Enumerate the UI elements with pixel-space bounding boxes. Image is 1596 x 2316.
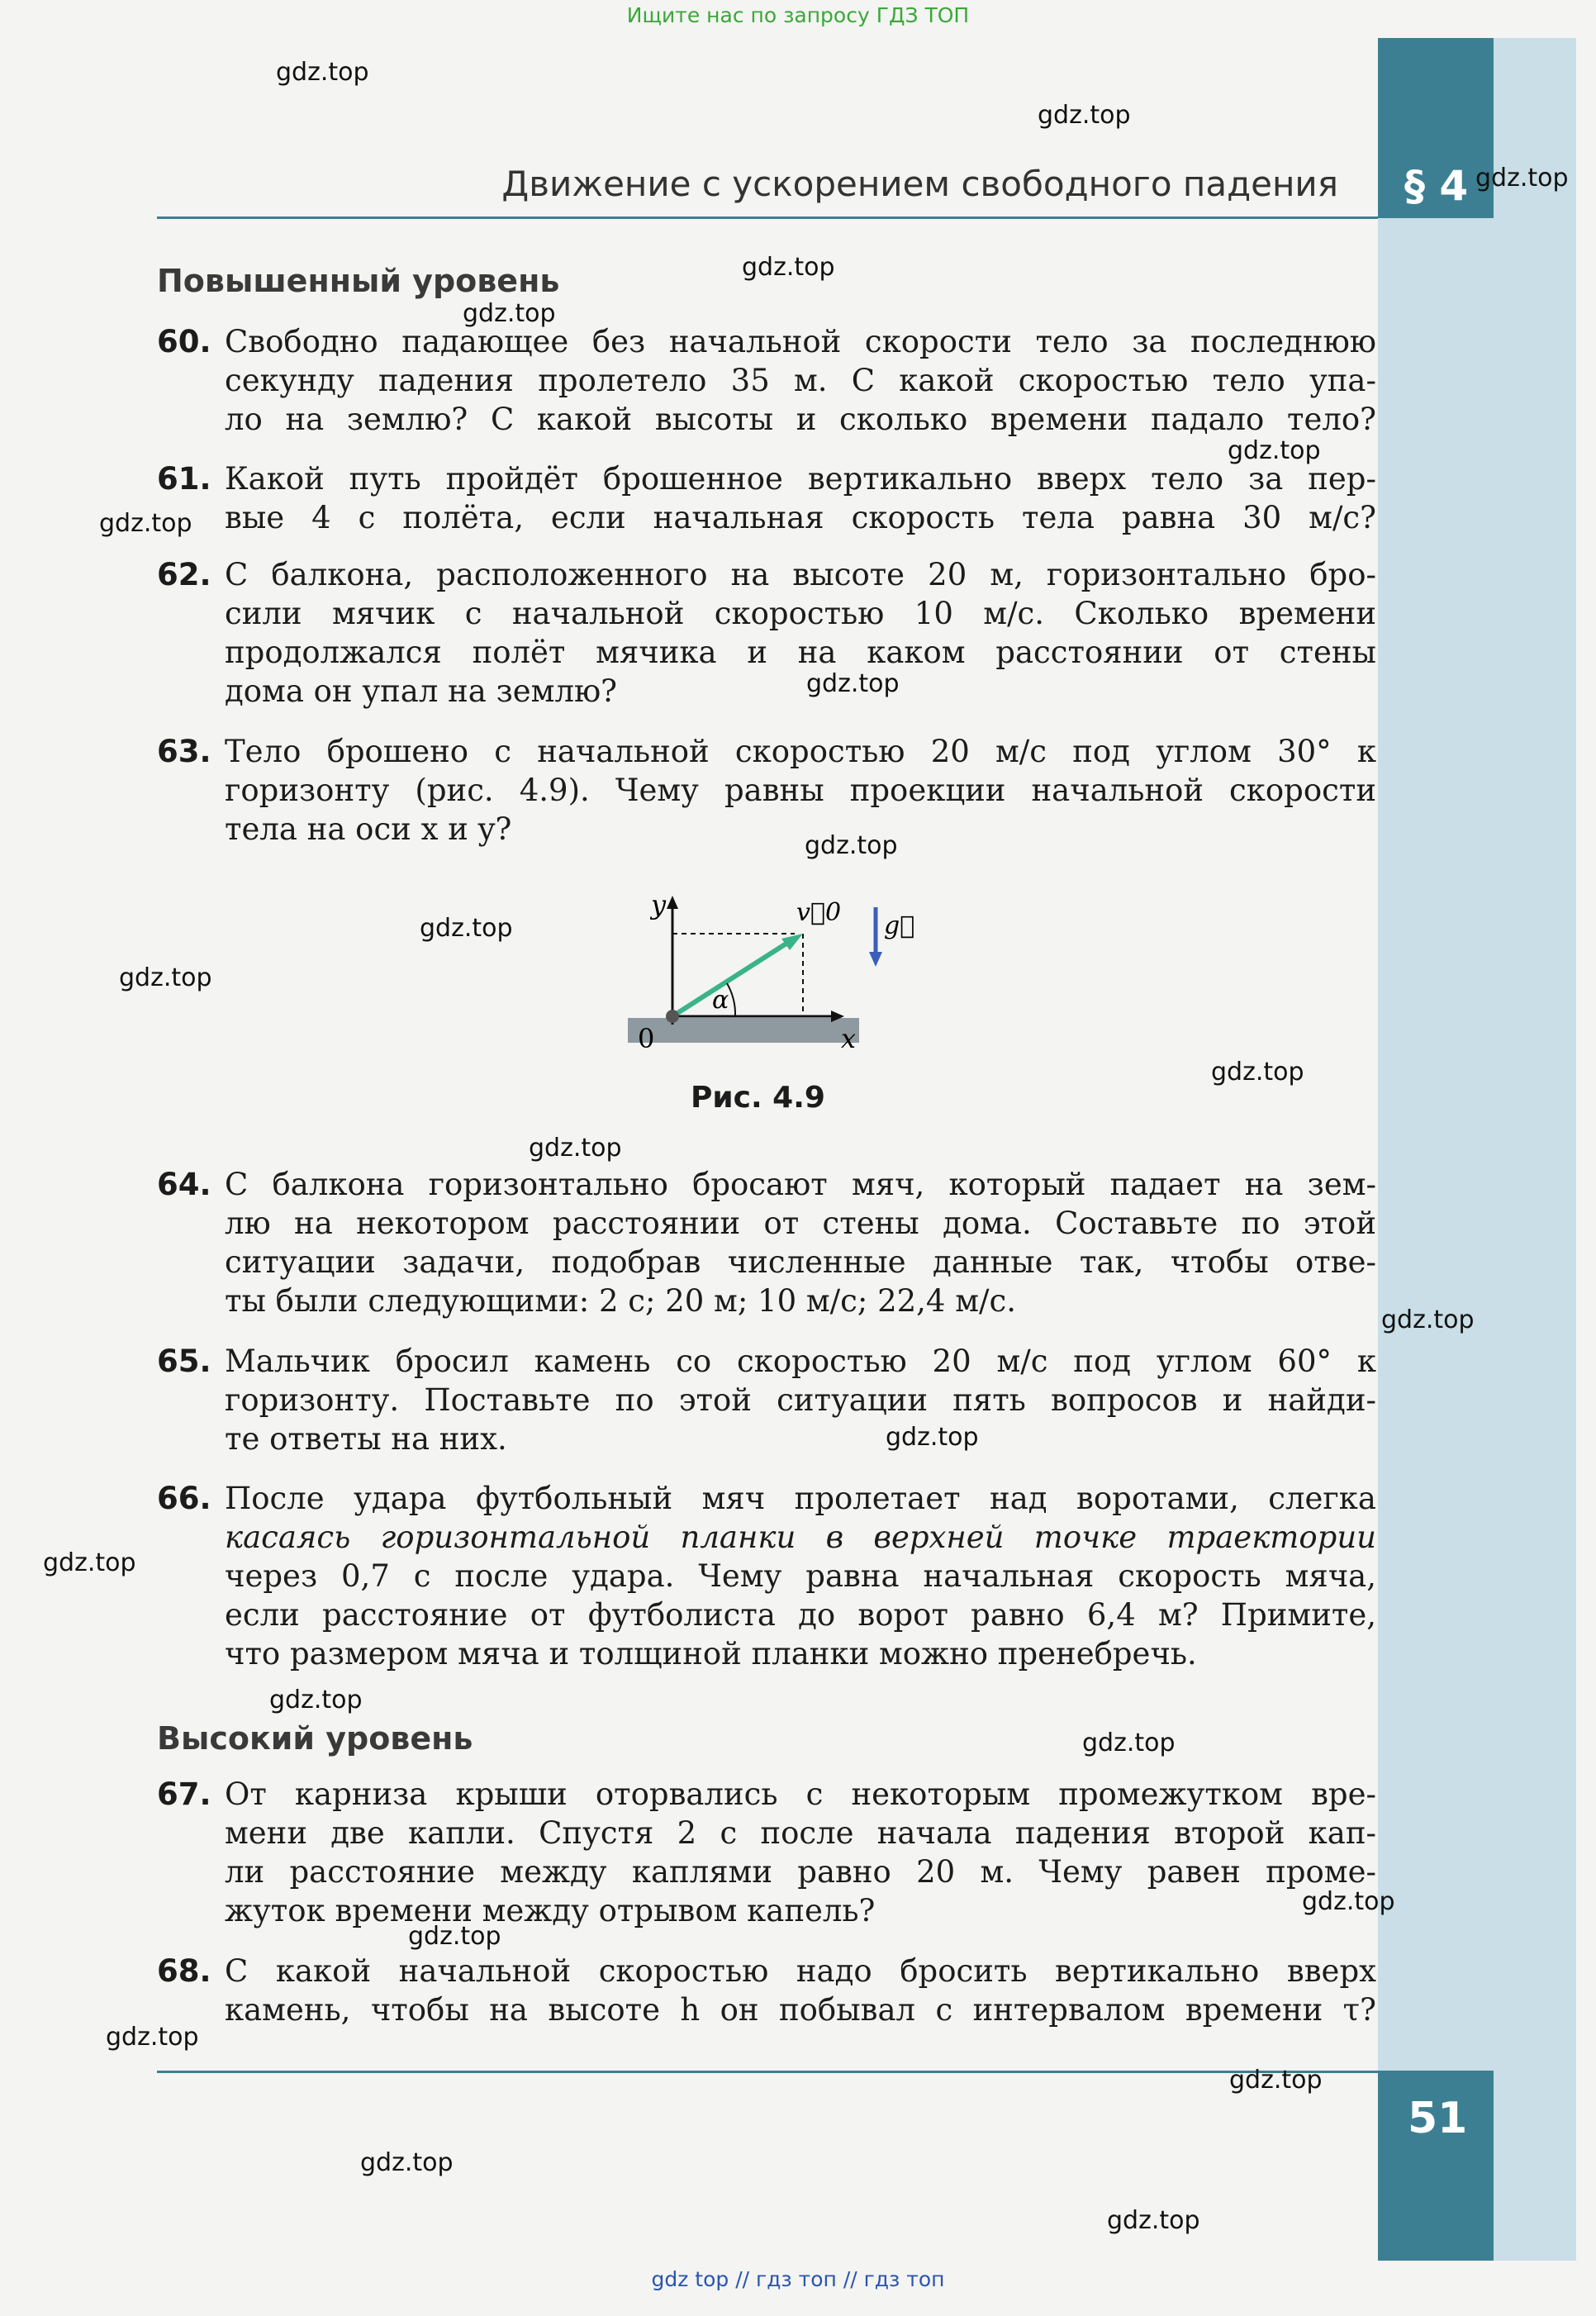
problem-63 bbox=[157, 732, 1376, 849]
x-axis-label: x bbox=[841, 1023, 857, 1054]
page-number: 51 bbox=[1408, 2094, 1468, 2143]
problem-line: камень, чтобы на высоте h он побывал с интервалом времени τ? bbox=[225, 1992, 1376, 2028]
problem-line: Какой путь пройдёт брошенное вертикально вверх тело за пер- bbox=[225, 461, 1376, 497]
watermark: gdz.top bbox=[360, 2148, 454, 2177]
watermark: gdz.top bbox=[1229, 2066, 1323, 2095]
figure-caption: Рис. 4.9 bbox=[691, 1081, 825, 1115]
problem-line: С какой начальной скоростью надо бросить вертикально вверх bbox=[225, 1953, 1376, 1989]
header-rule bbox=[157, 216, 1378, 219]
alpha-label: α bbox=[712, 986, 729, 1015]
problem-line: Свободно падающее без начальной скорости тело за последнюю bbox=[225, 324, 1376, 359]
problem-67 bbox=[157, 1775, 1376, 1930]
problem-line: С балкона, расположенного на высоте 20 м, горизонтально бро- bbox=[225, 557, 1376, 592]
problem-60 bbox=[157, 322, 1376, 439]
top-banner[interactable]: Ищите нас по запросу ГДЗ ТОП bbox=[626, 3, 970, 27]
watermark: gdz.top bbox=[742, 253, 835, 282]
problem-line: вые 4 с полёта, если начальная скорость тела равна 30 м/с? bbox=[225, 500, 1376, 535]
problem-number: 68. bbox=[157, 1953, 211, 1989]
problem-line: ситуации задачи, подобрав численные данные так, чтобы отве- bbox=[225, 1244, 1376, 1280]
problem-number: 67. bbox=[157, 1776, 211, 1812]
watermark: gdz.top bbox=[1107, 2206, 1200, 2235]
watermark: gdz.top bbox=[1038, 101, 1131, 130]
footer-rule bbox=[157, 2071, 1378, 2073]
problem-line: мени две капли. Спустя 2 с после начала падения второй кап- bbox=[225, 1815, 1376, 1851]
problem-68 bbox=[157, 1952, 1376, 2029]
problem-line: касаясь горизонтальной планки в верхней точке траектории bbox=[225, 1519, 1376, 1555]
v0-vector bbox=[672, 940, 791, 1016]
ground-strip bbox=[628, 1018, 859, 1043]
problem-62 bbox=[157, 555, 1376, 711]
watermark: gdz.top bbox=[106, 2023, 199, 2052]
problem-64 bbox=[157, 1165, 1376, 1320]
problem-line: продолжался полёт мячика и на каком расстоянии от стены bbox=[225, 635, 1376, 670]
problem-number: 60. bbox=[157, 324, 211, 359]
origin-label: 0 bbox=[638, 1023, 655, 1054]
y-axis-arrow-icon bbox=[667, 896, 678, 909]
watermark: gdz.top bbox=[1228, 436, 1321, 465]
watermark: gdz.top bbox=[463, 299, 556, 328]
watermark: gdz.top bbox=[420, 914, 513, 943]
watermark: gdz.top bbox=[276, 58, 369, 87]
problem-number: 64. bbox=[157, 1167, 211, 1202]
watermark: gdz.top bbox=[1302, 1887, 1395, 1916]
watermark: gdz.top bbox=[1381, 1305, 1475, 1334]
watermark: gdz.top bbox=[529, 1134, 622, 1163]
problem-line: лю на некотором расстоянии от стены дома. Составьте по этой bbox=[225, 1206, 1376, 1241]
running-head: Движение с ускорением свободного падения bbox=[501, 164, 1338, 204]
problem-number: 65. bbox=[157, 1343, 211, 1379]
problem-line: те ответы на них. bbox=[225, 1421, 507, 1457]
watermark: gdz.top bbox=[269, 1686, 363, 1714]
watermark: gdz.top bbox=[806, 669, 900, 698]
watermark: gdz.top bbox=[1475, 164, 1569, 193]
watermark: gdz.top bbox=[99, 509, 192, 538]
problem-line: если расстояние от футболиста до ворот равно 6,4 м? Примите, bbox=[225, 1597, 1376, 1633]
problem-line: сили мячик с начальной скоростью 10 м/с. Сколько времени bbox=[225, 596, 1376, 631]
problem-line: От карниза крыши оторвались с некоторым промежутком вре- bbox=[225, 1776, 1376, 1812]
watermark: gdz.top bbox=[886, 1423, 979, 1452]
watermark: gdz.top bbox=[119, 963, 212, 992]
bottom-banner[interactable]: gdz top // гдз топ // гдз топ bbox=[651, 2267, 945, 2291]
problem-line: что размером мяча и толщиной планки можно пренебречь. bbox=[225, 1636, 1197, 1672]
problem-65 bbox=[157, 1342, 1376, 1458]
problem-line: Тело брошено с начальной скоростью 20 м/с под углом 30° к bbox=[225, 734, 1376, 769]
problem-line: секунду падения пролетело 35 м. С какой скоростью тело упа- bbox=[225, 363, 1376, 398]
g-arrowhead-icon bbox=[869, 952, 882, 967]
problem-line: С балкона горизонтально бросают мяч, который падает на зем- bbox=[225, 1167, 1376, 1202]
watermark: gdz.top bbox=[1082, 1729, 1176, 1757]
watermark: gdz.top bbox=[408, 1922, 501, 1951]
problem-line: через 0,7 с после удара. Чему равна начальная скорость мяча, bbox=[225, 1558, 1376, 1594]
section-mark: § 4 bbox=[1404, 162, 1469, 210]
level-heading-high: Высокий уровень bbox=[157, 1720, 473, 1757]
watermark: gdz.top bbox=[1211, 1058, 1304, 1087]
problem-number: 63. bbox=[157, 734, 211, 769]
y-axis-label: y bbox=[651, 889, 667, 920]
g-label: g⃗ bbox=[884, 911, 915, 940]
problem-line: горизонту (рис. 4.9). Чему равны проекции начальной скорости bbox=[225, 773, 1376, 808]
problem-number: 62. bbox=[157, 557, 211, 592]
problem-number: 66. bbox=[157, 1481, 211, 1516]
problem-line: дома он упал на землю? bbox=[225, 673, 618, 709]
problem-line: жуток времени между отрывом капель? bbox=[225, 1893, 876, 1928]
level-heading-advanced: Повышенный уровень bbox=[157, 263, 560, 299]
v0-arrowhead-icon bbox=[781, 934, 803, 950]
problem-line: Мальчик бросил камень со скоростью 20 м/с под углом 60° к bbox=[225, 1343, 1376, 1379]
problem-61 bbox=[157, 459, 1376, 537]
side-margin-band bbox=[1378, 38, 1576, 2261]
v0-label: v⃗0 bbox=[796, 898, 842, 927]
watermark: gdz.top bbox=[805, 831, 898, 860]
watermark: gdz.top bbox=[43, 1548, 136, 1577]
problem-66 bbox=[157, 1479, 1376, 1673]
problem-number: 61. bbox=[157, 461, 211, 497]
problem-line: После удара футбольный мяч пролетает над воротами, слегка bbox=[225, 1481, 1376, 1516]
problem-line: горизонту. Поставьте по этой ситуации пять вопросов и найди- bbox=[225, 1382, 1376, 1418]
problem-line: тела на оси x и y? bbox=[225, 811, 512, 847]
figure-4-9 bbox=[620, 884, 917, 1082]
problem-line: ты были следующими: 2 с; 20 м; 10 м/с; 22,4 м/с. bbox=[225, 1283, 1016, 1319]
ball-icon bbox=[666, 1010, 679, 1023]
problem-line: ли расстояние между каплями равно 20 м. Чему равен проме- bbox=[225, 1854, 1376, 1890]
problem-line: ло на землю? С какой высоты и сколько времени падало тело? bbox=[225, 402, 1376, 437]
